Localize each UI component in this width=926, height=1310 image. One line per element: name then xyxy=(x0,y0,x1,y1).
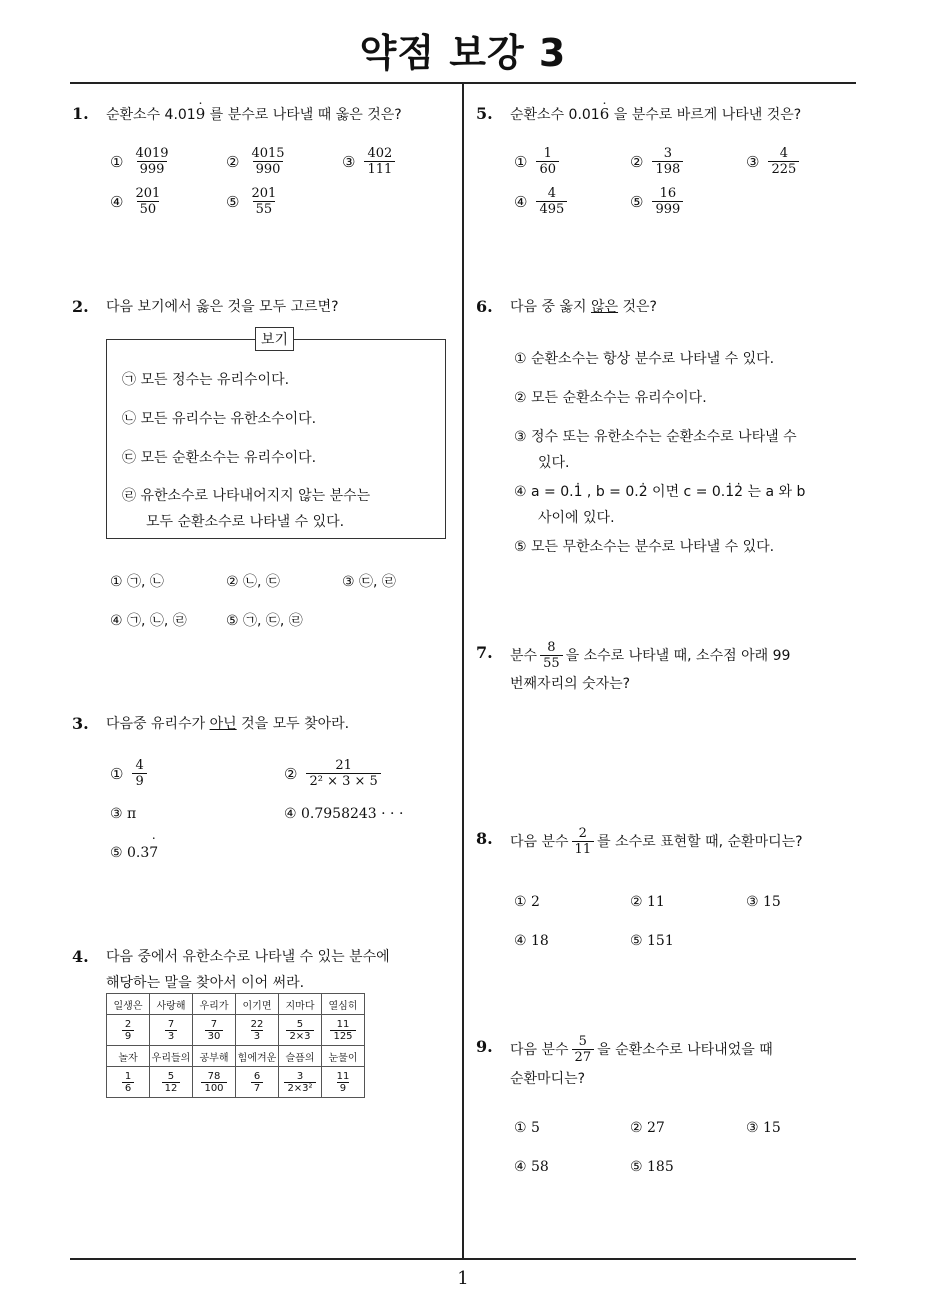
q6-text: 다음 중 옳지 않은 것은? xyxy=(510,299,657,315)
q8-option-5[interactable]: ⑤ 151 xyxy=(630,933,674,949)
q7-text: 분수 $\frac{8}{55}$ 을 소수로 나타낼 때, 소수점 아래 99 xyxy=(510,640,791,671)
q9-number: 9. xyxy=(476,1037,493,1056)
table-cell: 눈물이 xyxy=(322,1046,365,1067)
q8-number: 8. xyxy=(476,829,493,848)
q6-number: 6. xyxy=(476,297,493,316)
q3-option-1[interactable]: ① $\frac{4}{9}$ xyxy=(110,758,150,789)
table-cell: 공부해 xyxy=(193,1046,236,1067)
table-cell: $\frac{2}{9}$ xyxy=(107,1015,150,1046)
table-cell: $\frac{1}{6}$ xyxy=(107,1067,150,1098)
q4-number: 4. xyxy=(72,947,89,966)
q5-number: 5. xyxy=(476,104,493,123)
q6-option-3-cont: 있다. xyxy=(538,455,570,471)
table-cell: $\frac{5}{2\times 3}$ xyxy=(279,1015,322,1046)
table-cell: 지마다 xyxy=(279,994,322,1015)
table-cell: 우리들의 xyxy=(150,1046,193,1067)
q7-number: 7. xyxy=(476,643,493,662)
q1-option-3[interactable]: ③ $\frac{402}{111}$ xyxy=(342,146,398,177)
table-cell: $\frac{11}{9}$ xyxy=(322,1067,365,1098)
table-cell: $\frac{7}{3}$ xyxy=(150,1015,193,1046)
q8-text: 다음 분수 $\frac{2}{11}$ 를 소수로 표현할 때, 순환마디는? xyxy=(510,826,803,857)
q9-option-3[interactable]: ③ 15 xyxy=(746,1120,781,1136)
table-cell: 열심히 xyxy=(322,994,365,1015)
table-cell: $\frac{22}{3}$ xyxy=(236,1015,279,1046)
q2-option-3[interactable]: ③ ㉢, ㉣ xyxy=(342,574,396,590)
column-divider xyxy=(462,82,464,1260)
q9-option-1[interactable]: ① 5 xyxy=(514,1120,540,1136)
table-cell: $\frac{78}{100}$ xyxy=(193,1067,236,1098)
q6-option-2[interactable]: ② 모든 순환소수는 유리수이다. xyxy=(514,390,707,406)
q2-item-4: ㉣ 유한소수로 나타내어지지 않는 분수는 xyxy=(122,488,371,504)
q5-option-2[interactable]: ② $\frac{3}{198}$ xyxy=(630,146,686,177)
q1-number: 1. xyxy=(72,104,89,123)
q2-number: 2. xyxy=(72,297,89,316)
q8-option-3[interactable]: ③ 15 xyxy=(746,894,781,910)
q2-item-2: ㉡ 모든 유리수는 유한소수이다. xyxy=(122,411,317,427)
q2-option-1[interactable]: ① ㉠, ㉡ xyxy=(110,574,164,590)
q9-text-line2: 순환마디는? xyxy=(510,1071,586,1087)
table-cell: 힘에겨운 xyxy=(236,1046,279,1067)
q4-text-line1: 다음 중에서 유한소수로 나타낼 수 있는 분수에 xyxy=(106,949,390,965)
table-cell: $\frac{6}{7}$ xyxy=(236,1067,279,1098)
q6-option-3[interactable]: ③ 정수 또는 유한소수는 순환소수로 나타낼 수 xyxy=(514,429,797,445)
q1-option-2[interactable]: ② $\frac{4015}{990}$ xyxy=(226,146,285,177)
table-cell: 이기면 xyxy=(236,994,279,1015)
q5-text: 순환소수 0.016 ˙ 을 분수로 바르게 나타낸 것은? xyxy=(510,101,801,128)
q2-box-label: 보기 xyxy=(255,327,294,351)
q1-option-1[interactable]: ① $\frac{4019}{999}$ xyxy=(110,146,169,177)
q2-item-4-cont: 모두 순환소수로 나타낼 수 있다. xyxy=(146,514,345,530)
table-cell: 놀자 xyxy=(107,1046,150,1067)
table-cell: $\frac{5}{12}$ xyxy=(150,1067,193,1098)
page-number: 1 xyxy=(457,1268,469,1289)
q6-option-1[interactable]: ① 순환소수는 항상 분수로 나타낼 수 있다. xyxy=(514,351,775,367)
q4-text-line2: 해당하는 말을 찾아서 이어 써라. xyxy=(106,975,305,991)
q2-option-5[interactable]: ⑤ ㉠, ㉢, ㉣ xyxy=(226,613,303,629)
q9-text: 다음 분수 $\frac{5}{27}$ 을 순환소수로 나타내었을 때 xyxy=(510,1034,773,1065)
q5-option-4[interactable]: ④ $\frac{4}{495}$ xyxy=(514,186,570,217)
q1-option-4[interactable]: ④ $\frac{201}{50}$ xyxy=(110,186,161,217)
q9-option-5[interactable]: ⑤ 185 xyxy=(630,1159,674,1175)
q8-option-2[interactable]: ② 11 xyxy=(630,894,665,910)
q8-option-4[interactable]: ④ 18 xyxy=(514,933,549,949)
table-cell: 우리가 xyxy=(193,994,236,1015)
q7-text-line2: 번째자리의 숫자는? xyxy=(510,676,631,692)
q3-option-5[interactable]: ⑤ 0.3 7 ˙ xyxy=(110,845,158,861)
q1-option-5[interactable]: ⑤ $\frac{201}{55}$ xyxy=(226,186,277,217)
q3-option-3[interactable]: ③ π xyxy=(110,806,137,822)
q9-option-2[interactable]: ② 27 xyxy=(630,1120,665,1136)
q2-option-4[interactable]: ④ ㉠, ㉡, ㉣ xyxy=(110,613,187,629)
q9-option-4[interactable]: ④ 58 xyxy=(514,1159,549,1175)
q1-text: 순환소수 4.019 ˙ 를 분수로 나타낼 때 옳은 것은? xyxy=(106,101,402,128)
table-cell: $\frac{7}{30}$ xyxy=(193,1015,236,1046)
q6-option-4[interactable]: ④ a = 0.1̇ , b = 0.2̇ 이면 c = 0.1̇2̇ 는 a 와 b xyxy=(514,484,806,500)
q3-option-2[interactable]: ② $\frac{21}{\text{2² × 3 × 5}}$ xyxy=(284,758,384,789)
q5-option-1[interactable]: ① $\frac{1}{60}$ xyxy=(514,146,562,177)
table-cell: 일생은 xyxy=(107,994,150,1015)
q2-option-2[interactable]: ② ㉡, ㉢ xyxy=(226,574,280,590)
q5-option-5[interactable]: ⑤ $\frac{16}{999}$ xyxy=(630,186,686,217)
bottom-rule xyxy=(70,1258,856,1260)
q6-option-4-cont: 사이에 있다. xyxy=(538,510,615,526)
q2-item-1: ㉠ 모든 정수는 유리수이다. xyxy=(122,372,290,388)
table-cell: $\frac{3}{\text{2×3²}}$ xyxy=(279,1067,322,1098)
q3-option-4[interactable]: ④ 0.7958243 · · · xyxy=(284,806,404,822)
page-title: 약점 보강 3 xyxy=(359,31,567,75)
q8-option-1[interactable]: ① 2 xyxy=(514,894,540,910)
q2-item-3: ㉢ 모든 순환소수는 유리수이다. xyxy=(122,450,317,466)
table-cell: $\frac{11}{125}$ xyxy=(322,1015,365,1046)
table-cell: 사랑해 xyxy=(150,994,193,1015)
q2-text: 다음 보기에서 옳은 것을 모두 고르면? xyxy=(106,299,339,315)
q5-option-3[interactable]: ③ $\frac{4}{225}$ xyxy=(746,146,802,177)
q6-option-5[interactable]: ⑤ 모든 무한소수는 분수로 나타낼 수 있다. xyxy=(514,539,775,555)
q3-number: 3. xyxy=(72,714,89,733)
q3-text: 다음중 유리수가 아닌 것을 모두 찾아라. xyxy=(106,716,350,732)
q4-word-table xyxy=(106,993,365,1098)
table-cell: 슬픔의 xyxy=(279,1046,322,1067)
